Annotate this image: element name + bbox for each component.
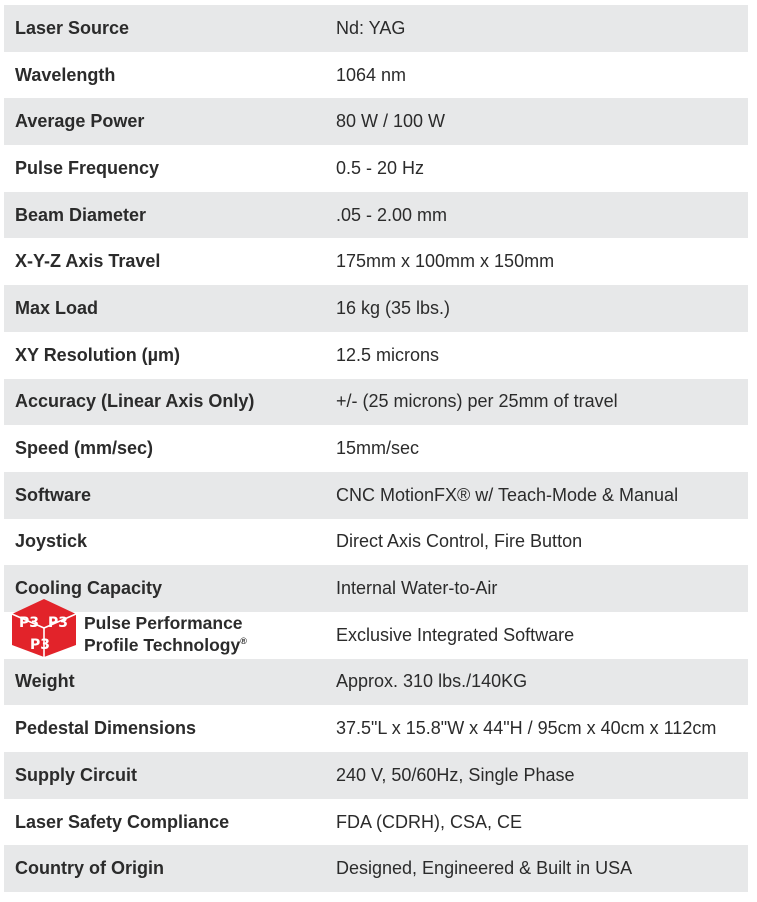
svg-text:P3: P3 bbox=[19, 615, 40, 632]
spec-row-average-power bbox=[4, 98, 748, 145]
spec-value: 15mm/sec bbox=[336, 438, 420, 459]
spec-label: Pulse Frequency bbox=[15, 157, 160, 178]
spec-row-accuracy bbox=[4, 379, 748, 426]
spec-row-axis-travel bbox=[4, 238, 748, 285]
spec-label: Pedestal Dimensions bbox=[15, 718, 197, 739]
spec-row-pedestal-dimensions bbox=[4, 705, 748, 752]
spec-row-pulse-frequency bbox=[4, 145, 748, 192]
spec-value: Approx. 310 lbs./140KG bbox=[336, 671, 528, 692]
spec-row-wavelength bbox=[4, 52, 748, 99]
spec-value: .05 - 2.00 mm bbox=[336, 204, 448, 225]
p3-cube-logo-icon bbox=[8, 597, 80, 659]
spec-value: 80 W / 100 W bbox=[336, 111, 446, 132]
spec-value: FDA (CDRH), CSA, CE bbox=[336, 811, 523, 832]
spec-row-xy-resolution bbox=[4, 332, 748, 379]
spec-value: Direct Axis Control, Fire Button bbox=[336, 531, 583, 552]
spec-label: Country of Origin bbox=[15, 858, 164, 879]
spec-row-p3 bbox=[4, 612, 748, 659]
spec-row-laser-source bbox=[4, 5, 748, 52]
spec-label: X-Y-Z Axis Travel bbox=[15, 251, 161, 272]
svg-text:P3: P3 bbox=[30, 637, 51, 654]
spec-label: Average Power bbox=[15, 111, 145, 132]
spec-row-beam-diameter bbox=[4, 192, 748, 239]
spec-label: Software bbox=[15, 484, 92, 505]
p3-label-group bbox=[4, 609, 326, 659]
spec-value: 175mm x 100mm x 150mm bbox=[336, 251, 555, 272]
spec-label: Joystick bbox=[15, 531, 88, 552]
spec-row-cooling-capacity bbox=[4, 565, 748, 612]
p3-title-line2: Profile Technology® bbox=[84, 635, 247, 656]
spec-label: Accuracy (Linear Axis Only) bbox=[15, 391, 255, 412]
spec-value: 16 kg (35 lbs.) bbox=[336, 297, 451, 318]
spec-label: XY Resolution (µm) bbox=[15, 344, 181, 365]
svg-text:P3: P3 bbox=[48, 615, 69, 632]
spec-value: 37.5"L x 15.8"W x 44"H / 95cm x 40cm x 112cm bbox=[336, 718, 717, 739]
p3-title-line1: Pulse Performance bbox=[84, 613, 243, 634]
spec-value: Designed, Engineered & Built in USA bbox=[336, 858, 633, 879]
spec-label: Max Load bbox=[15, 297, 99, 318]
spec-row-laser-safety bbox=[4, 799, 748, 846]
spec-value: 12.5 microns bbox=[336, 344, 440, 365]
spec-label: Wavelength bbox=[15, 64, 116, 85]
spec-value: Exclusive Integrated Software bbox=[336, 624, 575, 645]
spec-row-country-of-origin bbox=[4, 845, 748, 892]
spec-label: Cooling Capacity bbox=[15, 578, 163, 599]
spec-label: Weight bbox=[15, 671, 75, 692]
spec-value: Nd: YAG bbox=[336, 17, 406, 38]
spec-table bbox=[4, 5, 748, 892]
spec-row-weight bbox=[4, 659, 748, 706]
spec-label: Beam Diameter bbox=[15, 204, 147, 225]
spec-label: Speed (mm/sec) bbox=[15, 438, 154, 459]
spec-value: Internal Water-to-Air bbox=[336, 578, 498, 599]
spec-value: +/- (25 microns) per 25mm of travel bbox=[336, 391, 618, 412]
spec-row-joystick bbox=[4, 519, 748, 566]
spec-row-software bbox=[4, 472, 748, 519]
spec-label: Laser Source bbox=[15, 17, 130, 38]
p3-title bbox=[84, 612, 247, 656]
spec-value: 1064 nm bbox=[336, 64, 407, 85]
spec-label: Supply Circuit bbox=[15, 764, 138, 785]
spec-row-supply-circuit bbox=[4, 752, 748, 799]
spec-row-speed bbox=[4, 425, 748, 472]
spec-value: 240 V, 50/60Hz, Single Phase bbox=[336, 764, 575, 785]
spec-label: Laser Safety Compliance bbox=[15, 811, 230, 832]
spec-value: CNC MotionFX® w/ Teach-Mode & Manual bbox=[336, 484, 679, 505]
spec-value: 0.5 - 20 Hz bbox=[336, 157, 425, 178]
spec-row-max-load bbox=[4, 285, 748, 332]
